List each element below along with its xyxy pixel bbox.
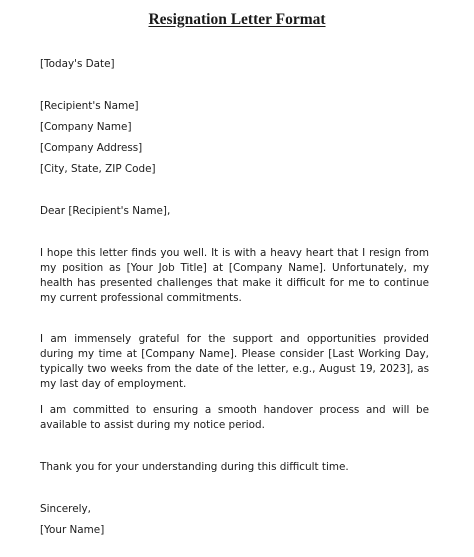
recipient-city: [City, State, ZIP Code] [40,163,156,175]
body-paragraph-4: Thank you for your understanding during this difficult time. [40,461,349,473]
salutation: Dear [Recipient's Name], [40,205,171,217]
signature: [Your Name] [40,524,105,536]
body-paragraph-3: I am committed to ensuring a smooth handover process and will be available to assist during my notice period. [40,404,429,431]
closing: Sincerely, [40,503,91,515]
body-paragraph-1: I hope this letter finds you well. It is with a heavy heart that I resign from my position as [Your Job Title] at [Company Name]. Unfortunately, my health has presented challenges that make it difficult for me to continue my current professional commitments. [40,247,429,304]
page-title: Resignation Letter Format [148,11,326,28]
recipient-address: [Company Address] [40,142,143,154]
letter-date: [Today's Date] [40,58,115,70]
recipient-name: [Recipient's Name] [40,100,139,112]
body-paragraph-2: I am immensely grateful for the support and opportunities provided during my time at [Company Name]. Please consider [Last Working Day, typically two weeks from the date of the letter, e.g., August 19, 2023], as my last day of employment. [40,333,429,390]
recipient-company: [Company Name] [40,121,132,133]
